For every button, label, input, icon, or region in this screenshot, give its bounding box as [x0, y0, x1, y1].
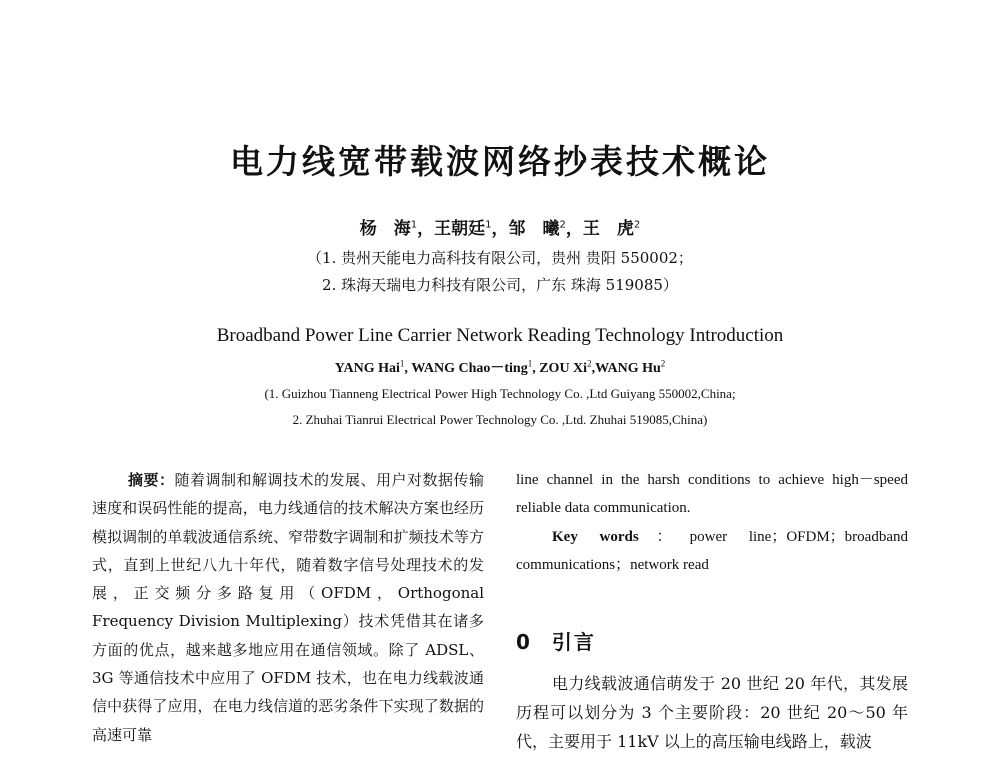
keywords-label: Key words	[552, 528, 639, 545]
author-name: 邹 曦	[508, 219, 560, 239]
abstract-text: 随着调制和解调技术的发展、用户对数据传输速度和误码性能的提高，电力线通信的技术解决方案也经历模拟调制的单载波通信系统、窄带数字调制和扩频技术等方式，直到上世纪八九十年代，随着数字信号处理技术的发展，正交频分多路复用（OFDM，Orthogonal Frequency Division Multiplexing）技术凭借其在诸多方面的优点，越来越多地应用在通信领域。除了 ADSL、3G 等通信技术中应用了 OFDM 技术，也在电力线载波通信中获得了应用，在电力线信道的恶劣条件下实现了数据的高速可靠	[92, 471, 484, 744]
author-affiliation-mark: 1	[410, 219, 418, 231]
author-affiliation-mark: 1	[527, 358, 533, 369]
right-column	[516, 466, 908, 756]
author-name: 王朝廷	[434, 219, 486, 239]
chinese-affiliation-line: （1. 贵州天能电力高科技有限公司，贵州 贵阳 550002；	[307, 249, 693, 267]
author-name: WANG Hu	[595, 361, 661, 376]
author-affiliation-mark: 1	[399, 358, 405, 369]
abstract-paragraph	[92, 466, 484, 749]
section-number: 0	[516, 630, 532, 655]
author-name: 王 虎	[582, 219, 634, 239]
english-affiliation-line: 2. Zhuhai Tianrui Electrical Power Technology Co. ,Ltd. Zhuhai 519085,China)	[292, 412, 708, 427]
author-affiliation-mark: 2	[633, 219, 641, 231]
author-affiliation-mark: 1	[485, 219, 492, 231]
abstract-label: 摘要：	[128, 471, 175, 489]
author-name: ZOU Xi	[539, 361, 588, 376]
english-author-list: YANG Hai$^1$, WANG Chao－ting$^1$, ZOU Xi$^2$,WANG Hu$^2$	[334, 358, 666, 376]
section-title: 引言	[551, 630, 596, 655]
chinese-affiliation-line: 2. 珠海天瑞电力科技有限公司，广东 珠海 519085）	[322, 276, 678, 294]
author-name: 杨 海	[359, 219, 411, 239]
author-name: YANG Hai	[334, 361, 400, 376]
chinese-author-list: 杨 海$^1$，王朝廷$^1$，邹 曦$^2$，王 虎$^2$	[359, 219, 641, 239]
author-affiliation-mark: 2	[660, 358, 666, 369]
author-name: WANG Chao－ting	[411, 361, 528, 376]
keywords-text: ：power line；OFDM；broadband communications；network read	[516, 528, 908, 573]
intro-paragraph: 电力线载波通信萌发于 20 世纪 20 年代，其发展历程可以划分为 3 个主要阶段：20 世纪 20～50 年代，主要用于 11kV 以上的高压输电线路上，载波	[516, 674, 908, 752]
author-affiliation-mark: 2	[559, 219, 566, 231]
english-affiliation-line: (1. Guizhou Tianneng Electrical Power High Technology Co. ,Ltd Guiyang 550002,China;	[264, 386, 736, 401]
paper-title: 电力线宽带载波网络抄表技术概论	[230, 142, 770, 181]
left-column	[92, 466, 484, 749]
section-heading	[516, 626, 908, 655]
english-title: Broadband Power Line Carrier Network Reading Technology Introduction	[216, 325, 784, 346]
author-affiliation-mark: 2	[587, 358, 592, 369]
abstract-english-continuation: line channel in the harsh conditions to achieve high－speed reliable data communication.	[516, 472, 908, 517]
keywords-paragraph	[516, 523, 908, 580]
